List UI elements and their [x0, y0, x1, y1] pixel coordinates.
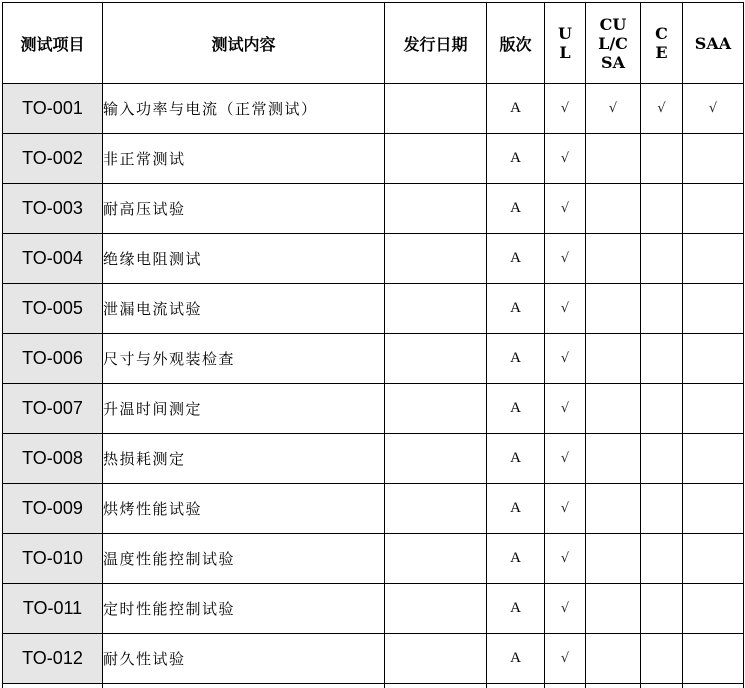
cul-csa-check — [586, 434, 641, 484]
ce-check — [641, 534, 683, 584]
test-item-id: TO-010 — [3, 534, 103, 584]
issue-date — [385, 284, 487, 334]
test-content: 定时性能控制试验 — [103, 584, 385, 634]
saa-check — [683, 434, 744, 484]
version: A — [487, 484, 545, 534]
issue-date — [385, 484, 487, 534]
empty-cell — [385, 684, 487, 688]
saa-check — [683, 484, 744, 534]
issue-date — [385, 134, 487, 184]
header-version: 版次 — [487, 3, 545, 84]
ul-check: √ — [545, 534, 586, 584]
table-row — [3, 534, 744, 584]
test-item-id: TO-006 — [3, 334, 103, 384]
version: A — [487, 184, 545, 234]
table-row — [3, 84, 744, 134]
test-item-id: TO-001 — [3, 84, 103, 134]
saa-check — [683, 334, 744, 384]
ul-check: √ — [545, 484, 586, 534]
issue-date — [385, 84, 487, 134]
version: A — [487, 334, 545, 384]
saa-check — [683, 284, 744, 334]
issue-date — [385, 534, 487, 584]
version: A — [487, 234, 545, 284]
cul-csa-check — [586, 334, 641, 384]
saa-check — [683, 584, 744, 634]
issue-date — [385, 434, 487, 484]
test-item-id: TO-009 — [3, 484, 103, 534]
version: A — [487, 84, 545, 134]
test-content: 泄漏电流试验 — [103, 284, 385, 334]
empty-cell — [683, 684, 744, 688]
table-row — [3, 234, 744, 284]
table-row — [3, 434, 744, 484]
cul-csa-check — [586, 534, 641, 584]
issue-date — [385, 334, 487, 384]
issue-date — [385, 234, 487, 284]
empty-cell — [641, 684, 683, 688]
header-ce: C E — [641, 3, 683, 84]
test-item-id: TO-008 — [3, 434, 103, 484]
test-content: 耐高压试验 — [103, 184, 385, 234]
saa-check — [683, 134, 744, 184]
ul-check: √ — [545, 434, 586, 484]
version: A — [487, 134, 545, 184]
ce-check — [641, 634, 683, 684]
test-content: 非正常测试 — [103, 134, 385, 184]
saa-check — [683, 234, 744, 284]
test-content: 输入功率与电流（正常测试） — [103, 84, 385, 134]
ce-check — [641, 384, 683, 434]
saa-check — [683, 384, 744, 434]
test-content: 温度性能控制试验 — [103, 534, 385, 584]
test-content: 升温时间测定 — [103, 384, 385, 434]
header-test-item: 测试项目 — [3, 3, 103, 84]
empty-cell — [487, 684, 545, 688]
empty-cell — [545, 684, 586, 688]
issue-date — [385, 584, 487, 634]
saa-check: √ — [683, 84, 744, 134]
table-row — [3, 484, 744, 534]
empty-cell — [3, 684, 103, 688]
header-row — [3, 3, 744, 84]
ce-check — [641, 484, 683, 534]
version: A — [487, 534, 545, 584]
header-cul-csa: CU L/C SA — [586, 3, 641, 84]
table-row — [3, 334, 744, 384]
table-row — [3, 634, 744, 684]
ce-check — [641, 334, 683, 384]
ce-check — [641, 584, 683, 634]
cul-csa-check: √ — [586, 84, 641, 134]
version: A — [487, 634, 545, 684]
ul-check: √ — [545, 334, 586, 384]
saa-check — [683, 184, 744, 234]
empty-cell — [586, 684, 641, 688]
ul-check: √ — [545, 134, 586, 184]
table-row — [3, 384, 744, 434]
cul-csa-check — [586, 484, 641, 534]
ce-check — [641, 284, 683, 334]
header-ul: U L — [545, 3, 586, 84]
version: A — [487, 584, 545, 634]
ul-check: √ — [545, 584, 586, 634]
test-content: 耐久性试验 — [103, 634, 385, 684]
test-item-id: TO-002 — [3, 134, 103, 184]
cul-csa-check — [586, 634, 641, 684]
cul-csa-check — [586, 134, 641, 184]
header-issue-date: 发行日期 — [385, 3, 487, 84]
ce-check — [641, 134, 683, 184]
ul-check: √ — [545, 234, 586, 284]
version: A — [487, 384, 545, 434]
ul-check: √ — [545, 634, 586, 684]
issue-date — [385, 184, 487, 234]
test-items-table — [2, 2, 744, 688]
ce-check — [641, 184, 683, 234]
cul-csa-check — [586, 384, 641, 434]
table-body — [3, 84, 744, 688]
header-saa: SAA — [683, 3, 744, 84]
table-row — [3, 134, 744, 184]
empty-cell — [103, 684, 385, 688]
test-item-id: TO-007 — [3, 384, 103, 434]
header-test-content: 测试内容 — [103, 3, 385, 84]
table-row-continuation — [3, 684, 744, 688]
ul-check: √ — [545, 384, 586, 434]
issue-date — [385, 384, 487, 434]
table-row — [3, 584, 744, 634]
ul-check: √ — [545, 284, 586, 334]
test-item-id: TO-012 — [3, 634, 103, 684]
test-content: 绝缘电阻测试 — [103, 234, 385, 284]
version: A — [487, 434, 545, 484]
ce-check — [641, 234, 683, 284]
saa-check — [683, 634, 744, 684]
cul-csa-check — [586, 184, 641, 234]
test-content: 烘烤性能试验 — [103, 484, 385, 534]
ul-check: √ — [545, 184, 586, 234]
ce-check — [641, 434, 683, 484]
saa-check — [683, 534, 744, 584]
cul-csa-check — [586, 584, 641, 634]
version: A — [487, 284, 545, 334]
test-content: 尺寸与外观装检查 — [103, 334, 385, 384]
table-row — [3, 284, 744, 334]
test-item-id: TO-011 — [3, 584, 103, 634]
ul-check: √ — [545, 84, 586, 134]
issue-date — [385, 634, 487, 684]
test-item-id: TO-003 — [3, 184, 103, 234]
cul-csa-check — [586, 284, 641, 334]
test-content: 热损耗测定 — [103, 434, 385, 484]
test-item-id: TO-005 — [3, 284, 103, 334]
test-item-id: TO-004 — [3, 234, 103, 284]
cul-csa-check — [586, 234, 641, 284]
table-row — [3, 184, 744, 234]
ce-check: √ — [641, 84, 683, 134]
